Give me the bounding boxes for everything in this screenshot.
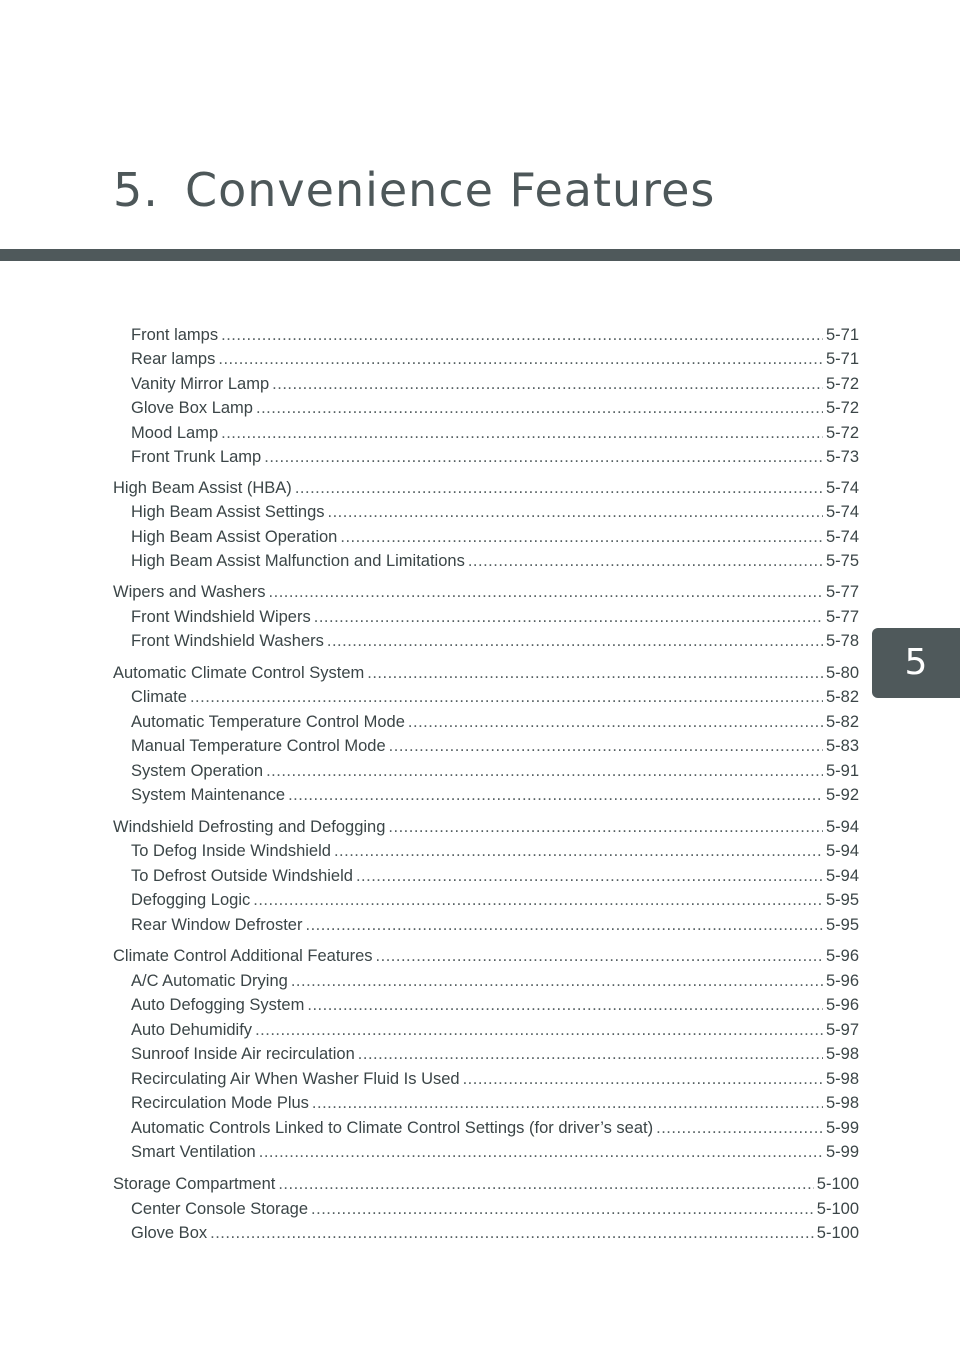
toc-entry-title: To Defog Inside Windshield [131,842,331,860]
toc-entry-title: Auto Defogging System [131,996,305,1014]
toc-entry[interactable] [131,323,859,347]
toc-dot-leader [311,1197,814,1221]
toc-entry-title: Recirculation Mode Plus [131,1094,309,1112]
toc-entry[interactable] [131,993,859,1017]
chapter-number: 5. [113,163,159,217]
toc-entry-page: 5-77 [825,608,859,626]
toc-entry-page: 5-98 [825,1045,859,1063]
toc-entry-page: 5-99 [825,1143,859,1161]
toc-dot-leader [218,347,823,371]
toc-dot-leader [295,476,823,500]
toc-dot-leader [221,323,823,347]
toc-entry[interactable] [113,661,859,685]
toc-dot-leader [190,685,823,709]
toc-dot-leader [314,605,823,629]
toc-dot-leader [255,1018,823,1042]
toc-entry-page: 5-98 [825,1070,859,1088]
toc-dot-leader [256,396,823,420]
toc-entry-title: Rear Window Defroster [131,916,303,934]
toc-entry-page: 5-75 [825,552,859,570]
toc-entry-page: 5-82 [825,688,859,706]
toc-entry-title: Rear lamps [131,350,216,368]
toc-entry-title: Sunroof Inside Air recirculation [131,1045,355,1063]
toc-entry-title: Manual Temperature Control Mode [131,737,386,755]
toc-dot-leader [253,888,823,912]
toc-entry-page: 5-98 [825,1094,859,1112]
toc-entry-title: High Beam Assist Operation [131,528,338,546]
toc-entry-page: 5-80 [825,664,859,682]
toc-entry[interactable] [131,1221,859,1245]
toc-entry-title: Auto Dehumidify [131,1021,253,1039]
toc-entry-page: 5-95 [825,891,859,909]
toc-entry-title: Front Windshield Washers [131,632,324,650]
toc-dot-leader [327,629,823,653]
toc-dot-leader [408,710,823,734]
toc-entry[interactable] [131,783,859,807]
toc-entry-title: Mood Lamp [131,424,219,442]
toc-dot-leader [266,759,823,783]
toc-entry[interactable] [113,944,859,968]
toc-entry-page: 5-97 [825,1021,859,1039]
toc-entry[interactable] [131,734,859,758]
toc-dot-leader [388,815,823,839]
toc-entry-page: 5-74 [825,528,859,546]
toc-entry[interactable] [131,347,859,371]
toc-entry[interactable] [131,1018,859,1042]
toc-entry-page: 5-100 [816,1175,859,1193]
toc-entry[interactable] [131,1067,859,1091]
toc-entry-title: Recirculating Air When Washer Fluid Is Used [131,1070,460,1088]
toc-entry[interactable] [113,815,859,839]
toc-entry[interactable] [131,605,859,629]
toc-entry-title: Climate Control Additional Features [113,947,373,965]
toc-entry-title: High Beam Assist Malfunction and Limitations [131,552,465,570]
toc-entry-title: To Defrost Outside Windshield [131,867,353,885]
toc-dot-leader [221,421,823,445]
toc-entry[interactable] [131,549,859,573]
toc-entry[interactable] [131,710,859,734]
toc-entry[interactable] [131,1091,859,1115]
toc-dot-leader [463,1067,823,1091]
toc-entry-page: 5-77 [825,583,859,601]
toc-entry-title: Storage Compartment [113,1175,276,1193]
toc-entry[interactable] [131,500,859,524]
toc-entry-page: 5-100 [816,1200,859,1218]
toc-entry-page: 5-78 [825,632,859,650]
toc-entry-title: Glove Box [131,1224,208,1242]
toc-entry[interactable] [131,969,859,993]
toc-dot-leader [389,734,823,758]
toc-entry-page: 5-96 [825,996,859,1014]
toc-dot-leader [259,1140,823,1164]
toc-dot-leader [305,913,822,937]
toc-entry-page: 5-71 [825,326,859,344]
toc-entry-title: Windshield Defrosting and Defogging [113,818,386,836]
toc-entry[interactable] [131,759,859,783]
toc-dot-leader [264,445,823,469]
toc-entry[interactable] [131,685,859,709]
toc-dot-leader [269,580,823,604]
toc-entry-title: A/C Automatic Drying [131,972,288,990]
toc-entry-title: Climate [131,688,187,706]
toc-dot-leader [376,944,823,968]
toc-dot-leader [340,525,823,549]
toc-entry-page: 5-95 [825,916,859,934]
toc-dot-leader [358,1042,823,1066]
toc-entry[interactable] [131,372,859,396]
toc-dot-leader [278,1172,813,1196]
toc-dot-leader [356,864,823,888]
toc-dot-leader [312,1091,823,1115]
toc-entry-page: 5-94 [825,818,859,836]
chapter-title: Convenience Features [185,163,716,217]
toc-entry[interactable] [131,888,859,912]
toc-dot-leader [272,372,823,396]
toc-entry-page: 5-82 [825,713,859,731]
toc-entry[interactable] [131,864,859,888]
toc-entry[interactable] [131,913,859,937]
toc-entry-page: 5-71 [825,350,859,368]
toc-entry[interactable] [113,1172,859,1196]
toc-entry-title: Wipers and Washers [113,583,266,601]
toc-entry-title: Automatic Climate Control System [113,664,365,682]
toc-entry-title: Center Console Storage [131,1200,309,1218]
toc-entry-title: Front Trunk Lamp [131,448,262,466]
toc-entry-page: 5-74 [825,503,859,521]
chapter-tab[interactable]: 5 [872,628,960,698]
toc-entry-title: Defogging Logic [131,891,251,909]
toc-entry-page: 5-72 [825,375,859,393]
toc-entry-page: 5-100 [816,1224,859,1242]
toc-entry-title: High Beam Assist (HBA) [113,479,292,497]
toc-entry-title: Front lamps [131,326,219,344]
toc-dot-leader [334,839,823,863]
toc-dot-leader [288,783,823,807]
toc-entry-page: 5-74 [825,479,859,497]
toc-dot-leader [307,993,823,1017]
toc-entry-title: Front Windshield Wipers [131,608,311,626]
toc-entry-page: 5-91 [825,762,859,780]
toc-entry-page: 5-96 [825,972,859,990]
toc-dot-leader [468,549,823,573]
toc-dot-leader [328,500,823,524]
toc-entry-title: System Operation [131,762,264,780]
toc-entry-title: System Maintenance [131,786,286,804]
toc-entry[interactable] [113,580,859,604]
toc-entry[interactable] [131,396,859,420]
toc-entry-page: 5-83 [825,737,859,755]
toc-entry[interactable] [131,421,859,445]
toc-entry[interactable] [131,1042,859,1066]
toc-dot-leader [210,1221,814,1245]
toc-entry-title: Glove Box Lamp [131,399,253,417]
toc-entry[interactable] [131,445,859,469]
toc-entry-page: 5-96 [825,947,859,965]
toc-entry-title: Automatic Controls Linked to Climate Control Settings (for driver’s seat) [131,1119,654,1137]
toc-entry-page: 5-72 [825,399,859,417]
toc-entry[interactable] [131,629,859,653]
toc-entry-page: 5-72 [825,424,859,442]
toc-entry[interactable] [131,1140,859,1164]
toc-entry[interactable] [131,839,859,863]
toc-entry-title: Vanity Mirror Lamp [131,375,270,393]
toc-entry-page: 5-92 [825,786,859,804]
toc-entry[interactable] [131,1197,859,1221]
toc-dot-leader [656,1116,823,1140]
toc-entry-page: 5-99 [825,1119,859,1137]
toc-entry-title: Automatic Temperature Control Mode [131,713,405,731]
toc-entry-page: 5-94 [825,867,859,885]
toc-entry[interactable] [131,1116,859,1140]
toc-entry-title: High Beam Assist Settings [131,503,325,521]
toc-entry[interactable] [131,525,859,549]
toc-entry-page: 5-94 [825,842,859,860]
toc-entry-page: 5-73 [825,448,859,466]
toc-dot-leader [291,969,823,993]
toc-entry[interactable] [113,476,859,500]
toc-entry-title: Smart Ventilation [131,1143,256,1161]
toc-dot-leader [367,661,823,685]
